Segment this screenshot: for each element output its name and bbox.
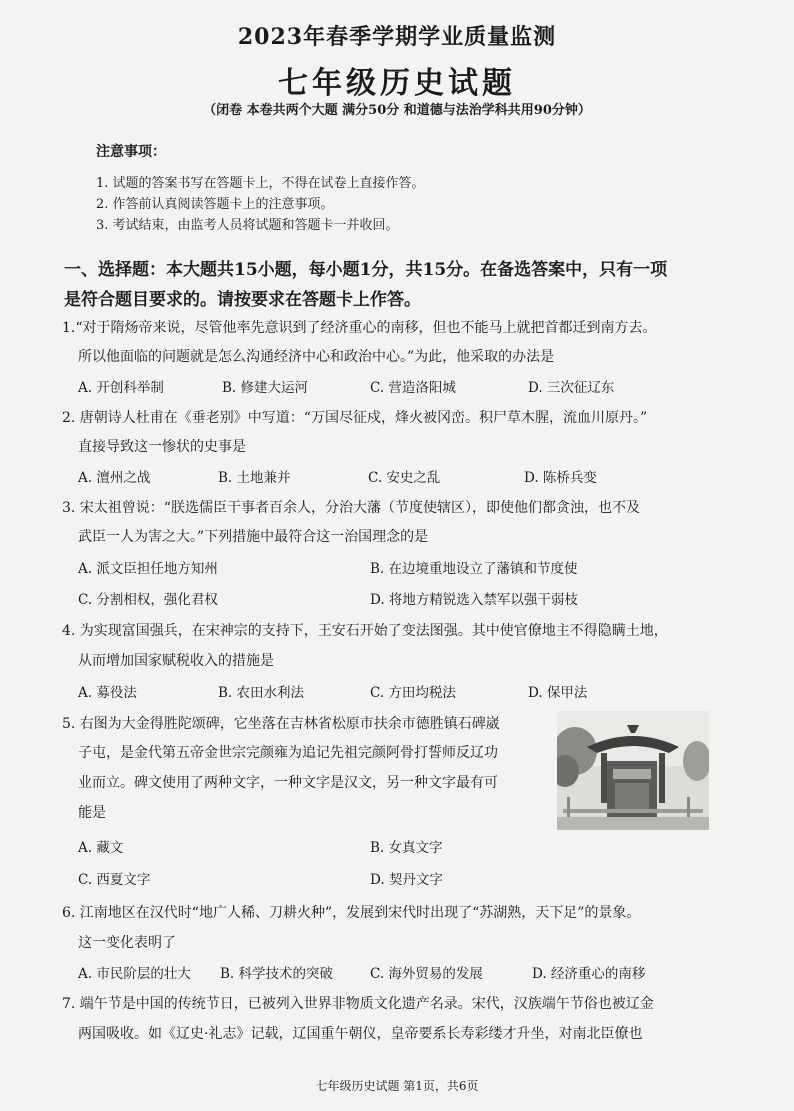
question-text: 3. 宋太祖曾说：“朕选儒臣干事者百余人，分治大藩（节度使辖区），即使他们都贪浊，也不及 — [62, 500, 640, 516]
option-c: C. 分割相权，强化君权 — [78, 592, 218, 608]
option-c: C. 方田均税法 — [370, 685, 456, 701]
option-a: A. 市民阶层的壮大 — [78, 966, 191, 982]
option-c: C. 安史之乱 — [368, 470, 441, 486]
option-c: C. 西夏文字 — [78, 872, 151, 888]
question-text: 1.“对于隋炀帝来说，尽管他率先意识到了经济重心的南移，但也不能马上就把首都迁到南方去。 — [62, 320, 657, 336]
question-text: 5. 右图为大金得胜陀颂碑，它坐落在吉林省松原市扶余市德胜镇石碑崴 — [62, 716, 500, 732]
question-text: 4. 为实现富国强兵，在宋神宗的支持下，王安石开始了变法图强。其中使官僚地主不得隐瞒土地， — [62, 623, 668, 639]
question-text: 所以他面临的问题就是怎么沟通经济中心和政治中心。”为此，他采取的办法是 — [78, 349, 555, 365]
option-b: B. 农田水利法 — [218, 685, 305, 701]
question-text: 2. 唐朝诗人杜甫在《垂老别》中写道：“万国尽征戍，烽火被冈峦。积尸草木腥，流血川原丹。” — [62, 410, 648, 426]
option-a: A. 藏文 — [78, 840, 124, 856]
option-b: B. 修建大运河 — [222, 380, 309, 396]
question-text: 子屯，是金代第五帝金世宗完颜雍为追记先祖完颜阿骨打誓师反辽功 — [78, 745, 498, 761]
option-d: D. 三次征辽东 — [528, 380, 615, 396]
question-text: 两国吸收。如《辽史·礼志》记载，辽国重午朝仪，皇帝要系长寿彩缕才升坐，对南北臣僚也 — [78, 1026, 643, 1042]
option-c: C. 营造洛阳城 — [370, 380, 456, 396]
option-b: B. 科学技术的突破 — [220, 966, 334, 982]
option-d: D. 陈桥兵变 — [524, 470, 597, 486]
notes-heading: 注意事项： — [96, 144, 166, 160]
option-b: B. 在边境重地设立了藩镇和节度使 — [370, 561, 578, 577]
option-d: D. 契丹文字 — [370, 872, 443, 888]
option-b: B. 女真文字 — [370, 840, 443, 856]
option-a: A. 澶州之战 — [78, 470, 151, 486]
question-text: 7. 端午节是中国的传统节日，已被列入世界非物质文化遗产名录。宋代，汉族端午节俗也被辽金 — [62, 996, 654, 1012]
section-heading-line1: 一、选择题：本大题共15小题，每小题1分，共15分。在备选答案中，只有一项 — [64, 260, 668, 280]
note-item: 1. 试题的答案书写在答题卡上，不得在试卷上直接作答。 — [96, 176, 425, 191]
exam-subject-title: 七年级历史试题 — [278, 66, 516, 101]
question-text: 业而立。碑文使用了两种文字，一种文字是汉文，另一种文字最有可 — [78, 775, 498, 791]
option-d: D. 经济重心的南移 — [532, 966, 646, 982]
option-a: A. 派文臣担任地方知州 — [78, 561, 218, 577]
section-heading-line2: 是符合题目要求的。请按要求在答题卡上作答。 — [64, 290, 421, 310]
option-b: B. 土地兼并 — [218, 470, 291, 486]
option-a: A. 开创科举制 — [78, 380, 164, 396]
note-item: 2. 作答前认真阅读答题卡上的注意事项。 — [96, 197, 334, 212]
option-a: A. 募役法 — [78, 685, 137, 701]
question-text: 武臣一人为害之大。”下列措施中最符合这一治国理念的是 — [78, 529, 429, 545]
note-item: 3. 考试结束，由监考人员将试题和答题卡一并收回。 — [96, 218, 399, 233]
question-text: 能是 — [78, 805, 106, 821]
question-text: 这一变化表明了 — [78, 935, 176, 951]
question-text: 从而增加国家赋税收入的措施是 — [78, 653, 274, 669]
question-text: 直接导致这一惨状的史事是 — [78, 439, 246, 455]
exam-term-title: 2023年春季学期学业质量监测 — [237, 24, 557, 50]
option-d: D. 将地方精锐选入禁军以强干弱枝 — [370, 592, 578, 608]
stele-photo — [557, 711, 709, 830]
exam-instructions-subtitle: （闭卷 本卷共两个大题 满分50分 和道德与法治学科共用90分钟） — [203, 103, 591, 118]
option-c: C. 海外贸易的发展 — [370, 966, 483, 982]
page-footer: 七年级历史试题 第1页，共6页 — [315, 1079, 479, 1093]
question-text: 6. 江南地区在汉代时“地广人稀、刀耕火种”，发展到宋代时出现了“苏湖熟，天下足”的景象。 — [62, 905, 641, 921]
option-d: D. 保甲法 — [528, 685, 588, 701]
